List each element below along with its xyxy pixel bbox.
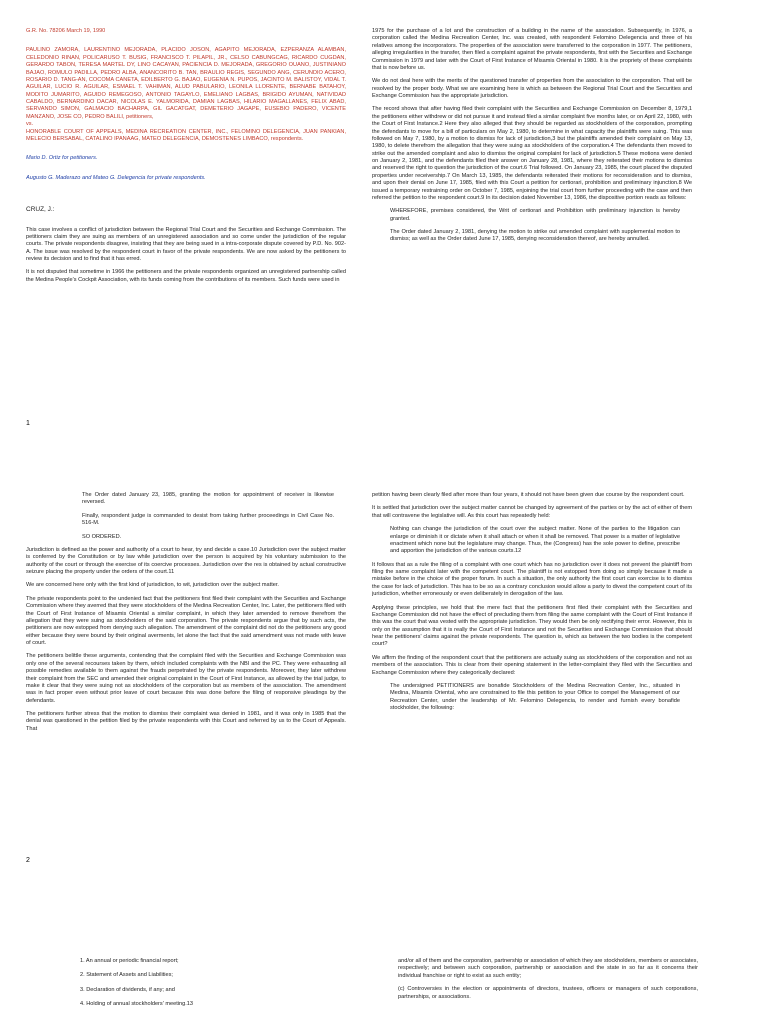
paragraph: We are concerned here only with the first kind of jurisdiction, to wit, jurisdiction over the subject matter. <box>26 582 279 589</box>
respondents-list: HONORABLE COURT OF APPEALS, MEDINA RECREATION CENTER, INC., FELOMINO DELEGENCIA, JUAN PANKIAN, MELECIO BERSABAL, CATALINO IPANAAG, MATEO DELEGENCIA, DEMOSTENES LIMBACO, respondents. <box>26 128 346 142</box>
paragraph: The private respondents point to the undenied fact that the petitioners first filed their complaint with the Securities and Exchange Commission where they averred that they were stockholders of the Medina Recreation Center, Inc. Later, the petitioners filed with the Court of First Instance of Misamis Oriental a similar complaint, in which they later amended to remove therefrom the allegation that they were suing as stockholders of the said corporation. The private respondents argue that by such acts, the petitioners are now estopped from denying such allegation. The amendment of the complaint did not do the petitioners any good either because they were bound by their original averments, let alone the fact that the said amendment was not made with leave of court. <box>26 595 346 646</box>
page-number: 2 <box>26 857 30 864</box>
block-quote: The Order dated January 23, 1985, granting the motion for appointment of receiver is likewise reversed. <box>82 492 334 506</box>
block-quote: The undersigned PETITIONERS are bonafide Stockholders of the Medina Recreation Center, Inc., situated in Medina, Misamis Oriental, who are constrained to file this petition to your Office to compel the Management of our Recreation Center, under the leadership of Mr. Felomino Delegencia, to render and furnish every bonafide stockholder, the following: <box>390 682 680 711</box>
paragraph: The petitioners belittle these arguments, contending that the complaint filed with the Securities and Exchange Commission was only one of the several recourses taken by them, which included complaints with the NBI and the PC. They were exhausting all possible remedies available to them against the frauds perpetrated by the private respondents. Moreover, they later withdrew their complaint from the SEC and amended their original complaint in the Court of First Instance, as allowed by the trial judge, to make it clear that they were suing not as stockholders of the corporation but as members of the association. The amendment was in fact proper even without prior leave of court because this was done before the filing of responsive pleadings by the defendants. <box>26 653 346 704</box>
paragraph: Jurisdiction is defined as the power and authority of a court to hear, try and decide a case.10 Jurisdiction over the subject matter is conferred by the Constitution or by law while jurisdiction over the person is acquired by his voluntary submission to the authority of the court or through the exercise of its coercive processes. Jurisdiction over the res is obtained by actual constructive seizure placing the property under the orders of the court.11 <box>26 546 346 575</box>
page1-right-column <box>372 28 692 418</box>
counsel-respondents: Augusto G. Maderazo and Mateo G. Delegencia for private respondents. <box>26 174 206 181</box>
block-quote: Nothing can change the jurisdiction of the court over the subject matter. None of the parties to the litigation can enlarge or diminish it or dictate when it shall attach or when it shall be removed. That power is a matter of legislative enactment which none but the legislature may change. Thus, the (Congress) has the sole power to define, prescribe and apportion the jurisdiction of the various courts.12 <box>390 526 680 555</box>
list-item: 1. An annual or periodic financial report; <box>80 958 179 964</box>
block-quote: SO ORDERED. <box>82 533 122 540</box>
paragraph: The record shows that after having filed their complaint with the Securities and Exchange Commission on December 8, 1979,1 the petitioners either withdrew or did not pursue it and instead filed a similar complaint five months later, or on April 22, 1980, with the Court of First Instance.2 Here they also alleged that they should be regarded as stockholders of the corporation, prompting the defendants to move for a bill of particulars on May 2, 1980, to determine in what capacity the plaintiffs were suing. This was followed on May 7, 1980, by a motion to dismiss for lack of jurisdiction,3 but the plaintiffs amended their complaint on May 13, 1980, to delete therefrom the allegation that they were suing as stockholders of the corporation.4 The defendants then moved to strike out the amended complaint and also to dismiss the original complaint for lack of jurisdiction.5 These motions were denied on January 2, 1981, and the defendants filed their answer on January 28, 1981, where they reiterated their motions to dismiss and reserved the right to question the jurisdiction of the court.6 Trial followed. On January 23, 1985, the court placed the disputed properties under receivership.7 On March 13, 1985, the defendants reiterated their motions for reconsideration and to dismiss, and upon their denial on June 17, 1985, filed with this Court a petition for certiorari, prohibition and preliminary injunction.8 We issued a temporary restraining order on October 7, 1985, enjoining the trial court from further proceeding with the case and then referred the petition to the respondent court.9 In its decision dated November 13, 1986, the dispositive portion reads as follows: <box>372 106 692 201</box>
paragraph: It is not disputed that sometime in 1966 the petitioners and the private respondents organized an unregistered partnership called the Medina People's Cockpit Association, with its funds coming from the contributions of its members. Such funds were used in <box>26 269 346 283</box>
paragraph: Applying these principles, we hold that the mere fact that the petitioners first filed their complaint with the Securities and Exchange Commission did not have the effect of precluding them from filing the same complaint with the Court of First Instance if this was the court that was vested with the appropriate jurisdiction. They would then be only rectifying their error. However, this is only on the assumption that it is really the Court of First Instance and not the Securities and Exchange Commission that should hear the petitioners' claims against the private respondents. The question is, which as between the two bodies is the competent court? <box>372 604 692 648</box>
block-quote: WHEREFORE, premises considered, the Writ of certiorari and Prohibition with preliminary injunction is hereby granted. <box>390 208 680 222</box>
page3-left-list <box>80 958 340 1024</box>
paragraph: The petitioners further stress that the motion to dismiss their complaint was denied in 1981, and it was only in 1985 that the denial was questioned in the petition filed by the private respondents with this Court and referred by us to the Court of Appeals. That <box>26 711 346 732</box>
petitioners-list: PAULINO ZAMORA, LAURENTINO MEJORADA, PLACIDO JOSON, AGAPITO MEJORADA, EZPERANZA ALAMBAN, CELEDONIO RINAN, POLICARUSO T. BUSIG, FRANCISCO T. PILAPIL, JR., CELSO CABUNGCAG, RICARDO CUGDAN, GERARDO TABON, TERESA MARTEL DY, LINO CACAYAN, PACIENCIA D. MEJORADA, GREGORIO OUANO, JUSTINIANO BAJAO, ROMULO PADILLA, PEDRO ALBA, ANANCORITO B. TAN, BRAULIO REGIS, SEGUNDO ANG, CERUNDIO ACERO, ROSARIO D. TANG-AN, COCOMA CANETA, EDILBERTO G. BAJAO, EUGENIA N. PUPOS, JACINTO M. BALISTOY, VIDAL T. AGUILAR, LUCIO R. AGUILAR, ESMAEL T. VAHIMAN, ALUD PABULARIO, LEONILA LLORENTE, BERNABE BATAHOY, MODITO JUMARITO, AGUIDO REMEGOSO, ANTONIO TAGAYLO, EMELIANO LAGBAS, BRIGIDO AYUMAN, NATIVIDAD CABALDO, BERNARDINO DACAR, NICOLAS E. YALMORIDA, DAMIAN LAGBAS, HILARIO MAGALLANES, FELIX ABAD, SERVANDO SIMON, GALMACIO BACHARPA, GIL GACATGAT, DEMETERIO JAGAPE, EUSEBIO PADERO, VICENTE MANZANO, JOSE CO, PEDRO BALILI, petitioners, <box>26 47 346 120</box>
versus: vs. <box>26 121 34 128</box>
paragraph: petition having been clearly filed after more than four years, it should not have been given due course by the respondent court. <box>372 492 685 498</box>
paragraph: We do not deal here with the merits of the questioned transfer of properties from the association to the corporation. That will be resolved by the proper body. What we are examining here is which as between the Regional Trial Court and the Securities and Exchange Commission has the appropriate jurisdiction. <box>372 78 692 99</box>
case-number: G.R. No. 78206 March 19, 1990 <box>26 28 106 34</box>
paragraph: It is settled that jurisdiction over the subject matter cannot be changed by agreement of the parties or by the act of either of them that will contravene the legislative will. As this court has repeatedly held: <box>372 505 692 519</box>
list-item: 3. Declaration of dividends, if any; and <box>80 986 175 993</box>
page-number: 1 <box>26 420 30 427</box>
paragraph: This case involves a conflict of jurisdiction between the Regional Trial Court and the Securities and Exchange Commission. The petitioners claim they are suing as members of an unregistered association and so come under the jurisdiction of the regular courts. The private respondents disagree, insisting that they are being sued in a intra-corporate dispute covered by P.D. No. 902-A. The issue was resolved by the respondent court in favor of the private respondents. We are now asked by the petitioners to review its decision and to find that it has erred. <box>26 226 346 263</box>
page1-left-column <box>26 28 346 430</box>
paragraph: It follows that as a rule the filing of a complaint with one court which has no jurisdiction over it does not prevent the plaintiff from filing the same complaint later with the competent court. The plaintiff is not estopped from doing so simply because it made a mistake before in the choice of the proper forum. In such a situation, the only authority the first court can exercise is to dismiss the case for lack of jurisdiction. This has to be so as a contrary conclusion would allow a party to divest the competent court of its jurisdiction, whether erroneously or even deliberately in derogation of the law. <box>372 561 692 598</box>
list-item: 4. Holding of annual stockholders' meeting.13 <box>80 1001 194 1008</box>
paragraph: We affirm the finding of the respondent court that the petitioners are actually suing as stockholders of the corporation and not as members of the association. This is clear from their opening statement in the letter-complaint they filed with the Securities and Exchange Commission where they categorically declared: <box>372 654 692 676</box>
paragraph: 1975 for the purchase of a lot and the construction of a building in the name of the association. Subsequently, in 1976, a corporation called the Medina Recreation Center, Inc. was created, with respondent Felomino Delegencia and three of his relatives among the incorporators. The properties of the association were transferred to the corporation in 1977. The petitioners, alleging irregularities in the transfer, then filed a complaint against the private respondents, first with the Securities and Exchange Commission in 1979 and later with the Court of First Instance of Misamis Oriental in 1980. It is the propriety of these complaints that is now before us. <box>372 28 692 71</box>
page2-right-column <box>372 492 692 862</box>
page2-left-column <box>26 492 346 862</box>
paragraph: and/or all of them and the corporation, partnership or association of which they are stockholders, members or associates, respectively; and between such corporation, partnership or association and the state in so far as it concerns their individual franchise or right to exist as such entity; <box>398 958 698 979</box>
list-item: 2. Statement of Assets and Liabilities; <box>80 972 173 979</box>
block-quote: The Order dated January 2, 1981, denying the motion to strike out amended complaint with supplemental motion to dismiss; as well as the Order dated June 17, 1985, denying reconsideration thereof, are hereby annulled. <box>390 229 680 243</box>
judge-name: CRUZ, J.: <box>26 206 55 213</box>
counsel-petitioners: Mario D. Ortiz for petitioners. <box>26 155 98 162</box>
paragraph: (c) Controversies in the election or appointments of directors, trustees, officers or managers of such corporations, partnerships, or associations. <box>398 986 698 1000</box>
block-quote: Finally, respondent judge is commanded to desist from taking further proceedings in Civil Case No. 516-M. <box>82 512 334 527</box>
page3-right-column <box>398 958 698 1024</box>
